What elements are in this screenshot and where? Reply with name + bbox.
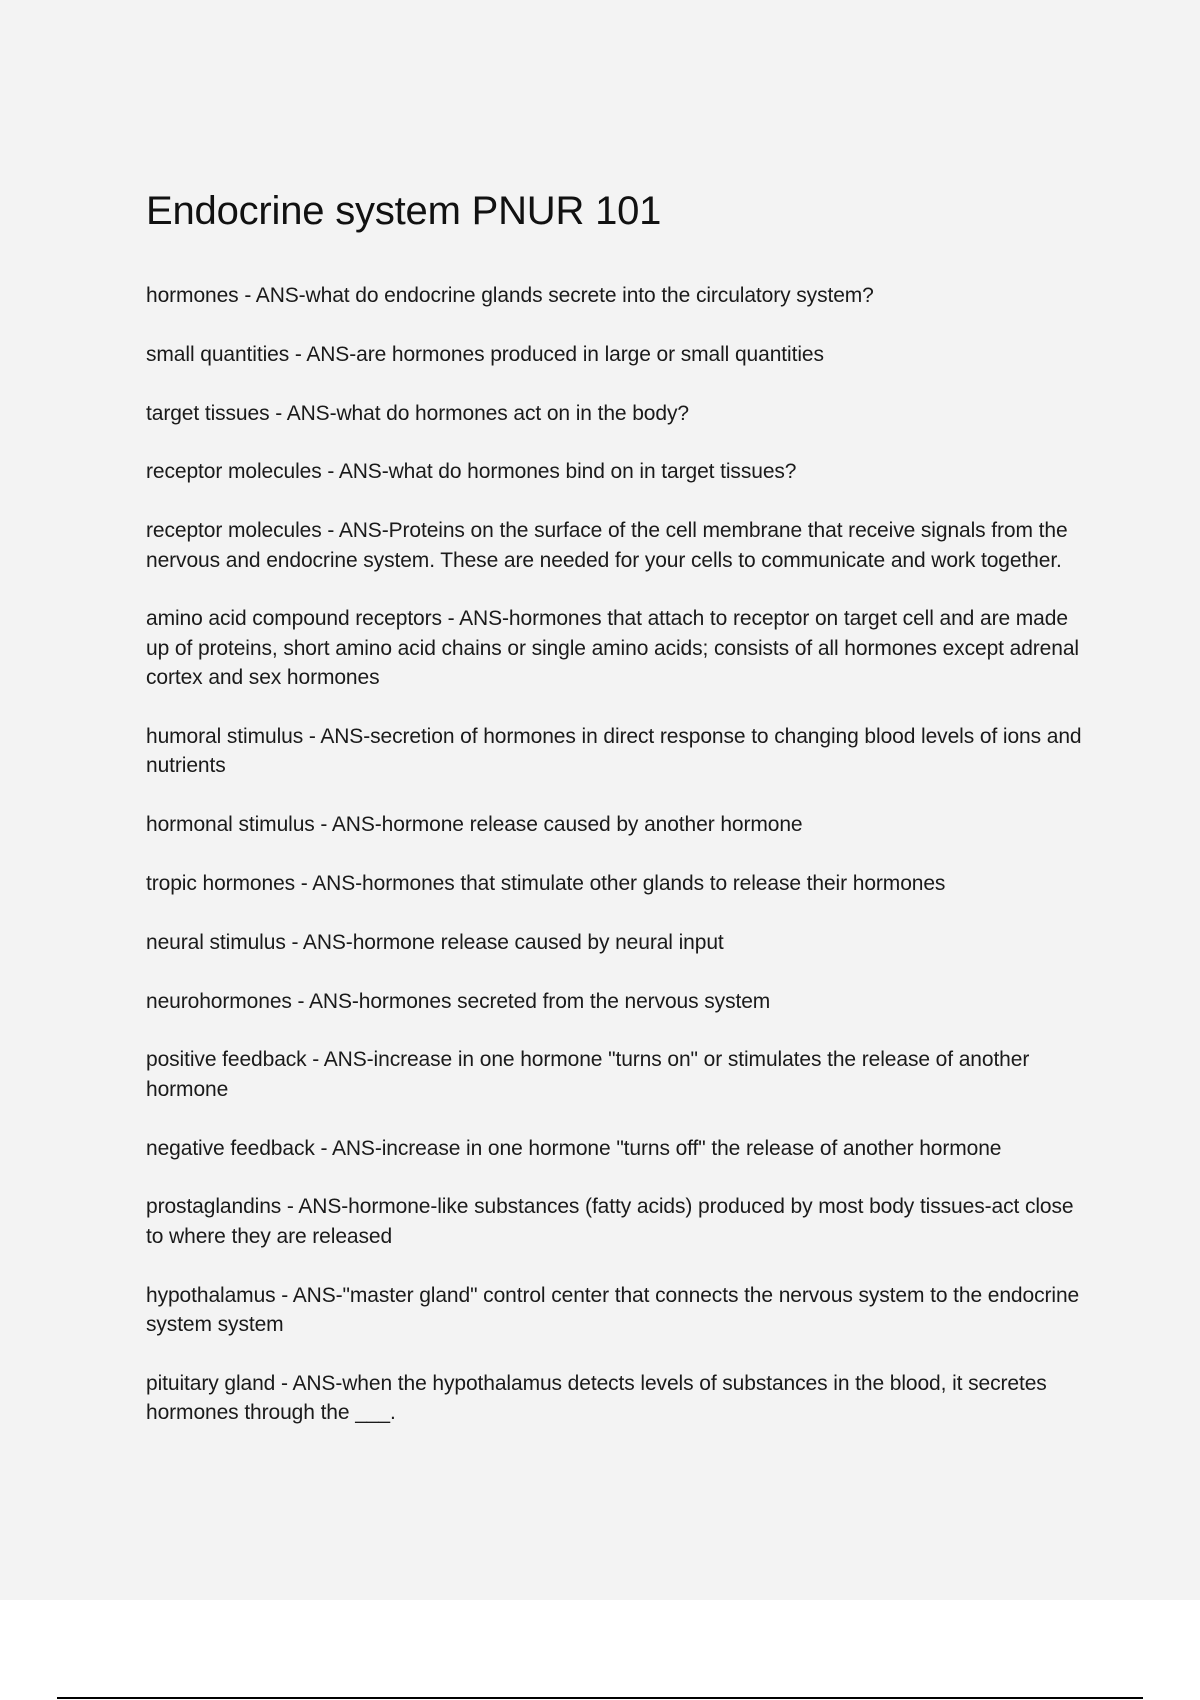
flashcard-item: hypothalamus - ANS-"master gland" control center that connects the nervous system to the endocrine system system (146, 1283, 1080, 1336)
flashcard-list (146, 281, 1096, 1428)
flashcard-item: neurohormones - ANS-hormones secreted from the nervous system (146, 989, 771, 1013)
flashcard-item: small quantities - ANS-are hormones produced in large or small quantities (146, 342, 824, 366)
flashcard-item: prostaglandins - ANS-hormone-like substances (fatty acids) produced by most body tissues-act close to where they are released (146, 1195, 1074, 1248)
flashcard-item: hormonal stimulus - ANS-hormone release caused by another hormone (146, 813, 803, 837)
flashcard-item: receptor molecules - ANS-Proteins on the surface of the cell membrane that receive signals from the nervous and endocrine system. These are needed for your cells to communicate and work together. (146, 519, 1068, 572)
flashcard-item: neural stimulus - ANS-hormone release caused by neural input (146, 930, 724, 954)
flashcard-item: tropic hormones - ANS-hormones that stimulate other glands to release their hormones (146, 872, 946, 895)
flashcard-item: amino acid compound receptors - ANS-hormones that attach to receptor on target cell and are made up of proteins, short amino acid chains or single amino acids; consists of all hormones except adrenal cortex and sex hormones (146, 607, 1079, 690)
document-content (146, 188, 1096, 1457)
flashcard-item: target tissues - ANS-what do hormones act on in the body? (146, 401, 689, 425)
flashcard-item: negative feedback - ANS-increase in one hormone "turns off" the release of another hormone (146, 1136, 1002, 1160)
page-title: Endocrine system PNUR 101 (146, 189, 662, 233)
flashcard-item: humoral stimulus - ANS-secretion of hormones in direct response to changing blood levels of ions and nutrients (146, 725, 1082, 778)
flashcard-item: positive feedback - ANS-increase in one hormone "turns on" or stimulates the release of another hormone (146, 1048, 1030, 1101)
footer-divider (57, 1697, 1143, 1699)
flashcard-item: receptor molecules - ANS-what do hormones bind on in target tissues? (146, 460, 797, 484)
flashcard-item: pituitary gland - ANS-when the hypothalamus detects levels of substances in the blood, it secretes hormones through the ___. (146, 1371, 1047, 1425)
flashcard-item: hormones - ANS-what do endocrine glands secrete into the circulatory system? (146, 284, 874, 307)
